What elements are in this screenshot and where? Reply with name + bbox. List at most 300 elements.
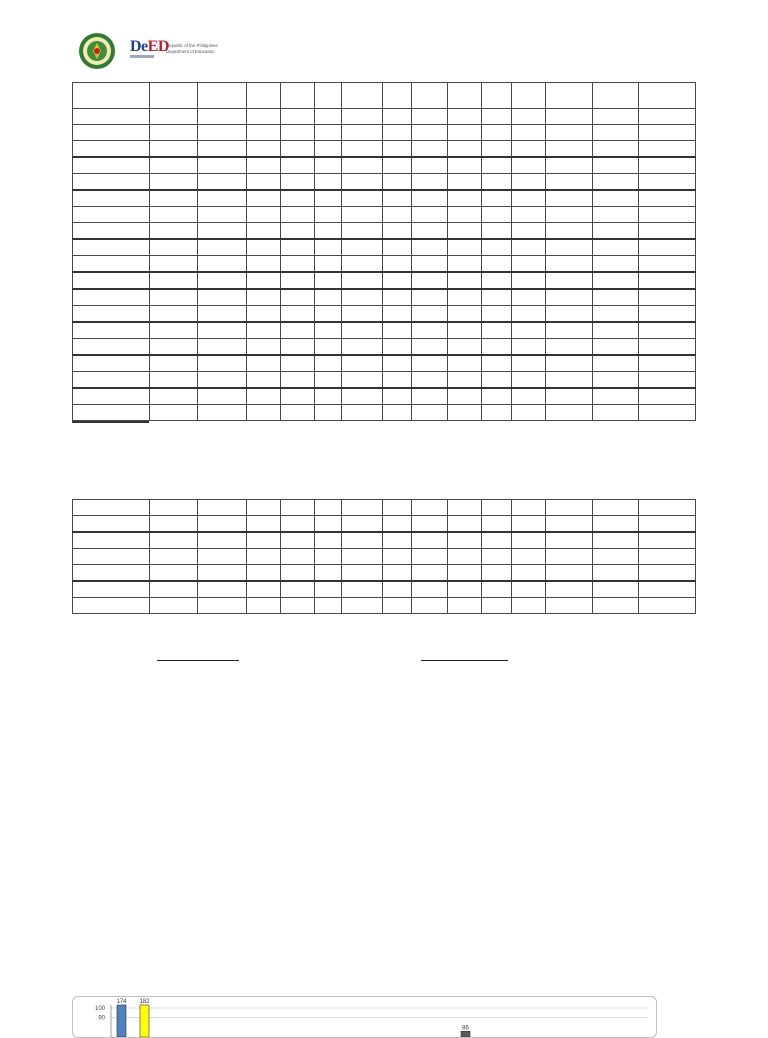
table-cell	[150, 83, 198, 109]
table-cell	[639, 125, 696, 141]
table-cell	[315, 581, 342, 598]
table-cell	[593, 549, 639, 565]
table-cell	[247, 388, 281, 405]
table-cell	[639, 306, 696, 323]
table-cell	[342, 500, 383, 516]
table-cell	[315, 190, 342, 207]
table-cell	[281, 532, 315, 549]
table-cell	[247, 565, 281, 582]
table-cell	[512, 598, 546, 614]
table-cell	[412, 190, 448, 207]
table-cell	[281, 565, 315, 582]
table-cell	[448, 223, 482, 240]
table-cell	[546, 256, 593, 273]
table-cell	[247, 174, 281, 191]
table-cell	[482, 223, 512, 240]
table-cell	[383, 405, 412, 421]
table-cell	[383, 272, 412, 289]
table-cell	[639, 272, 696, 289]
table-cell	[412, 500, 448, 516]
table-cell	[342, 157, 383, 174]
table-cell	[198, 83, 247, 109]
table-cell	[448, 83, 482, 109]
table-cell	[150, 174, 198, 191]
table-cell	[342, 174, 383, 191]
table-cell	[315, 125, 342, 141]
table-cell	[247, 289, 281, 306]
table-cell	[546, 239, 593, 256]
table-cell	[412, 306, 448, 323]
table-cell	[448, 207, 482, 223]
table-cell	[593, 289, 639, 306]
table-cell	[198, 141, 247, 158]
table-cell	[546, 500, 593, 516]
table-cell	[315, 174, 342, 191]
table-cell	[247, 405, 281, 421]
table-cell	[281, 372, 315, 389]
table-cell	[593, 532, 639, 549]
table-cell	[281, 355, 315, 372]
table-cell	[342, 355, 383, 372]
table-cell	[512, 125, 546, 141]
table-cell	[482, 372, 512, 389]
table-cell	[315, 598, 342, 614]
table-cell	[247, 581, 281, 598]
table-cell	[448, 339, 482, 356]
table-cell	[448, 372, 482, 389]
table-cell	[593, 516, 639, 533]
table-cell	[482, 339, 512, 356]
table-cell	[281, 339, 315, 356]
table-cell	[383, 125, 412, 141]
table-row	[73, 239, 696, 256]
table-cell	[448, 405, 482, 421]
table-cell	[383, 83, 412, 109]
table-cell	[412, 239, 448, 256]
table-cell	[198, 272, 247, 289]
table-cell	[315, 388, 342, 405]
table-cell	[73, 190, 150, 207]
table-cell	[281, 223, 315, 240]
table-cell	[342, 405, 383, 421]
table-row	[73, 272, 696, 289]
table-cell	[198, 339, 247, 356]
table-cell	[150, 141, 198, 158]
table-cell	[412, 83, 448, 109]
table-cell	[150, 388, 198, 405]
table-cell	[247, 256, 281, 273]
table-cell	[198, 372, 247, 389]
table-cell	[639, 207, 696, 223]
table-cell	[546, 174, 593, 191]
table-cell	[315, 565, 342, 582]
table-cell	[482, 289, 512, 306]
table-row	[73, 500, 696, 516]
table-cell	[315, 355, 342, 372]
table-cell	[281, 581, 315, 598]
table-cell	[73, 239, 150, 256]
table-cell	[512, 549, 546, 565]
table-cell	[383, 355, 412, 372]
table-cell	[247, 500, 281, 516]
table-cell	[512, 223, 546, 240]
table-row	[73, 109, 696, 125]
table-cell	[383, 388, 412, 405]
table-cell	[247, 109, 281, 125]
table-cell	[482, 207, 512, 223]
table-cell	[247, 141, 281, 158]
table-cell	[593, 83, 639, 109]
table-cell	[198, 388, 247, 405]
table-cell	[448, 272, 482, 289]
table-cell	[512, 256, 546, 273]
table-row	[73, 174, 696, 191]
table-cell	[639, 109, 696, 125]
table-cell	[546, 339, 593, 356]
table-cell	[383, 598, 412, 614]
table-row	[73, 549, 696, 565]
table-cell	[150, 565, 198, 582]
table-cell	[639, 239, 696, 256]
table-cell	[448, 322, 482, 339]
table-cell	[639, 157, 696, 174]
table-cell	[315, 500, 342, 516]
table-cell	[383, 174, 412, 191]
table-cell	[198, 500, 247, 516]
table-cell	[150, 223, 198, 240]
table-foot-rule	[72, 421, 149, 423]
table-cell	[383, 516, 412, 533]
table-cell	[150, 289, 198, 306]
table-cell	[247, 223, 281, 240]
table-cell	[247, 322, 281, 339]
table-cell	[482, 532, 512, 549]
table-cell	[281, 405, 315, 421]
table-cell	[281, 125, 315, 141]
table-cell	[150, 405, 198, 421]
table-cell	[73, 581, 150, 598]
table-cell	[342, 339, 383, 356]
table-cell	[546, 565, 593, 582]
table-cell	[448, 256, 482, 273]
table-row	[73, 157, 696, 174]
table-cell	[73, 157, 150, 174]
table-cell	[198, 289, 247, 306]
table-cell	[448, 388, 482, 405]
table-cell	[412, 372, 448, 389]
table-cell	[512, 500, 546, 516]
table-cell	[383, 306, 412, 323]
table-cell	[546, 306, 593, 323]
table-row	[73, 125, 696, 141]
republic-line: Republic of the Philippines	[166, 43, 218, 48]
table-cell	[281, 322, 315, 339]
table-cell	[546, 207, 593, 223]
table-cell	[448, 598, 482, 614]
table-cell	[593, 388, 639, 405]
table-cell	[546, 190, 593, 207]
y-tick-label: 100	[94, 1006, 105, 1012]
table-cell	[198, 306, 247, 323]
table-cell	[639, 388, 696, 405]
table-cell	[342, 372, 383, 389]
table-cell	[150, 581, 198, 598]
bar	[140, 1005, 149, 1037]
table-cell	[342, 289, 383, 306]
deped-wordmark-left: De	[130, 38, 148, 55]
table-cell	[482, 141, 512, 158]
table-cell	[150, 500, 198, 516]
table-cell	[73, 174, 150, 191]
table-cell	[150, 190, 198, 207]
form-table-main	[72, 82, 696, 421]
table-cell	[512, 157, 546, 174]
table-cell	[482, 272, 512, 289]
bar-value-label: 86	[462, 1025, 469, 1032]
deped-wordmark	[130, 38, 169, 56]
table-cell	[342, 516, 383, 533]
table-cell	[639, 339, 696, 356]
table-cell	[342, 306, 383, 323]
table-cell	[247, 372, 281, 389]
table-cell	[412, 322, 448, 339]
table-cell	[593, 598, 639, 614]
table-cell	[448, 174, 482, 191]
table-cell	[593, 306, 639, 323]
table-cell	[342, 532, 383, 549]
table-cell	[198, 322, 247, 339]
table-cell	[247, 83, 281, 109]
table-cell	[512, 207, 546, 223]
table-cell	[546, 372, 593, 389]
table-cell	[150, 157, 198, 174]
table-cell	[512, 516, 546, 533]
table-cell	[315, 516, 342, 533]
table-cell	[73, 141, 150, 158]
table-cell	[639, 322, 696, 339]
table-cell	[512, 372, 546, 389]
table-cell	[315, 289, 342, 306]
table-cell	[639, 549, 696, 565]
table-cell	[546, 83, 593, 109]
table-cell	[315, 83, 342, 109]
table-cell	[198, 125, 247, 141]
table-row	[73, 581, 696, 598]
table-cell	[73, 355, 150, 372]
table-cell	[247, 190, 281, 207]
table-cell	[593, 141, 639, 158]
table-cell	[281, 272, 315, 289]
table-cell	[342, 256, 383, 273]
table-cell	[383, 141, 412, 158]
table-cell	[73, 256, 150, 273]
table-cell	[593, 581, 639, 598]
table-cell	[73, 306, 150, 323]
table-cell	[73, 207, 150, 223]
table-cell	[383, 500, 412, 516]
table-cell	[412, 207, 448, 223]
table-cell	[342, 322, 383, 339]
table-cell	[448, 565, 482, 582]
table-cell	[315, 339, 342, 356]
table-cell	[512, 109, 546, 125]
table-cell	[412, 109, 448, 125]
table-cell	[73, 125, 150, 141]
table-cell	[315, 532, 342, 549]
table-cell	[315, 372, 342, 389]
table-cell	[73, 339, 150, 356]
table-cell	[198, 239, 247, 256]
table-cell	[412, 598, 448, 614]
table-cell	[593, 125, 639, 141]
table-cell	[150, 598, 198, 614]
table-cell	[315, 256, 342, 273]
form-table-summary	[72, 499, 696, 614]
table-cell	[482, 109, 512, 125]
table-cell	[546, 272, 593, 289]
table-cell	[482, 581, 512, 598]
table-cell	[448, 581, 482, 598]
table-cell	[593, 109, 639, 125]
table-cell	[342, 125, 383, 141]
table-cell	[315, 109, 342, 125]
table-cell	[482, 174, 512, 191]
table-cell	[639, 223, 696, 240]
table-cell	[412, 339, 448, 356]
table-cell	[593, 190, 639, 207]
table-cell	[448, 157, 482, 174]
table-cell	[593, 256, 639, 273]
table-cell	[593, 272, 639, 289]
table-cell	[482, 125, 512, 141]
table-cell	[546, 516, 593, 533]
table-cell	[383, 581, 412, 598]
table-cell	[546, 109, 593, 125]
table-cell	[73, 500, 150, 516]
table-cell	[512, 289, 546, 306]
table-row	[73, 289, 696, 306]
department-line: Department of Education	[166, 48, 215, 54]
table-cell	[281, 109, 315, 125]
table-cell	[448, 549, 482, 565]
table-cell	[482, 549, 512, 565]
table-cell	[281, 83, 315, 109]
table-cell	[639, 500, 696, 516]
table-cell	[482, 500, 512, 516]
table-cell	[448, 125, 482, 141]
table-cell	[383, 239, 412, 256]
table-cell	[482, 355, 512, 372]
table-row	[73, 565, 696, 582]
table-row	[73, 355, 696, 372]
table-cell	[482, 190, 512, 207]
table-cell	[639, 372, 696, 389]
table-cell	[383, 109, 412, 125]
table-cell	[247, 157, 281, 174]
table-cell	[281, 239, 315, 256]
table-cell	[342, 581, 383, 598]
table-cell	[247, 355, 281, 372]
table-cell	[512, 174, 546, 191]
table-cell	[247, 549, 281, 565]
table-cell	[150, 239, 198, 256]
table-cell	[593, 405, 639, 421]
table-cell	[315, 272, 342, 289]
table-cell	[73, 322, 150, 339]
signature-line-right	[421, 660, 508, 661]
table-cell	[383, 339, 412, 356]
table-cell	[281, 157, 315, 174]
table-cell	[247, 516, 281, 533]
table-row	[73, 339, 696, 356]
table-cell	[247, 125, 281, 141]
table-cell	[639, 581, 696, 598]
table-cell	[150, 272, 198, 289]
table-cell	[150, 549, 198, 565]
table-cell	[198, 190, 247, 207]
deped-caption	[166, 43, 218, 54]
table-cell	[150, 532, 198, 549]
table-cell	[593, 339, 639, 356]
table-cell	[482, 322, 512, 339]
table-cell	[412, 223, 448, 240]
table-cell	[512, 239, 546, 256]
table-cell	[150, 322, 198, 339]
table-cell	[315, 322, 342, 339]
table-cell	[448, 141, 482, 158]
table-cell	[247, 339, 281, 356]
table-cell	[593, 322, 639, 339]
table-cell	[342, 239, 383, 256]
table-cell	[482, 516, 512, 533]
table-row	[73, 372, 696, 389]
table-cell	[412, 355, 448, 372]
table-cell	[482, 565, 512, 582]
table-cell	[639, 516, 696, 533]
table-cell	[383, 223, 412, 240]
table-cell	[482, 388, 512, 405]
table-cell	[281, 388, 315, 405]
signature-line-left	[157, 660, 239, 661]
table-cell	[448, 355, 482, 372]
table-cell	[482, 598, 512, 614]
table-cell	[383, 190, 412, 207]
table-cell	[448, 516, 482, 533]
table-cell	[546, 355, 593, 372]
table-cell	[512, 355, 546, 372]
table-cell	[315, 207, 342, 223]
table-cell	[281, 174, 315, 191]
table-cell	[150, 207, 198, 223]
table-cell	[281, 207, 315, 223]
deped-seal-logo	[78, 32, 116, 70]
table-cell	[593, 565, 639, 582]
table-cell	[383, 322, 412, 339]
table-cell	[150, 339, 198, 356]
table-cell	[315, 223, 342, 240]
table-cell	[73, 388, 150, 405]
table-cell	[639, 598, 696, 614]
table-cell	[593, 239, 639, 256]
table-cell	[73, 83, 150, 109]
table-cell	[383, 372, 412, 389]
bar	[461, 1031, 470, 1037]
table-cell	[482, 306, 512, 323]
table-cell	[639, 532, 696, 549]
table-cell	[73, 598, 150, 614]
table-cell	[639, 141, 696, 158]
table-cell	[412, 141, 448, 158]
